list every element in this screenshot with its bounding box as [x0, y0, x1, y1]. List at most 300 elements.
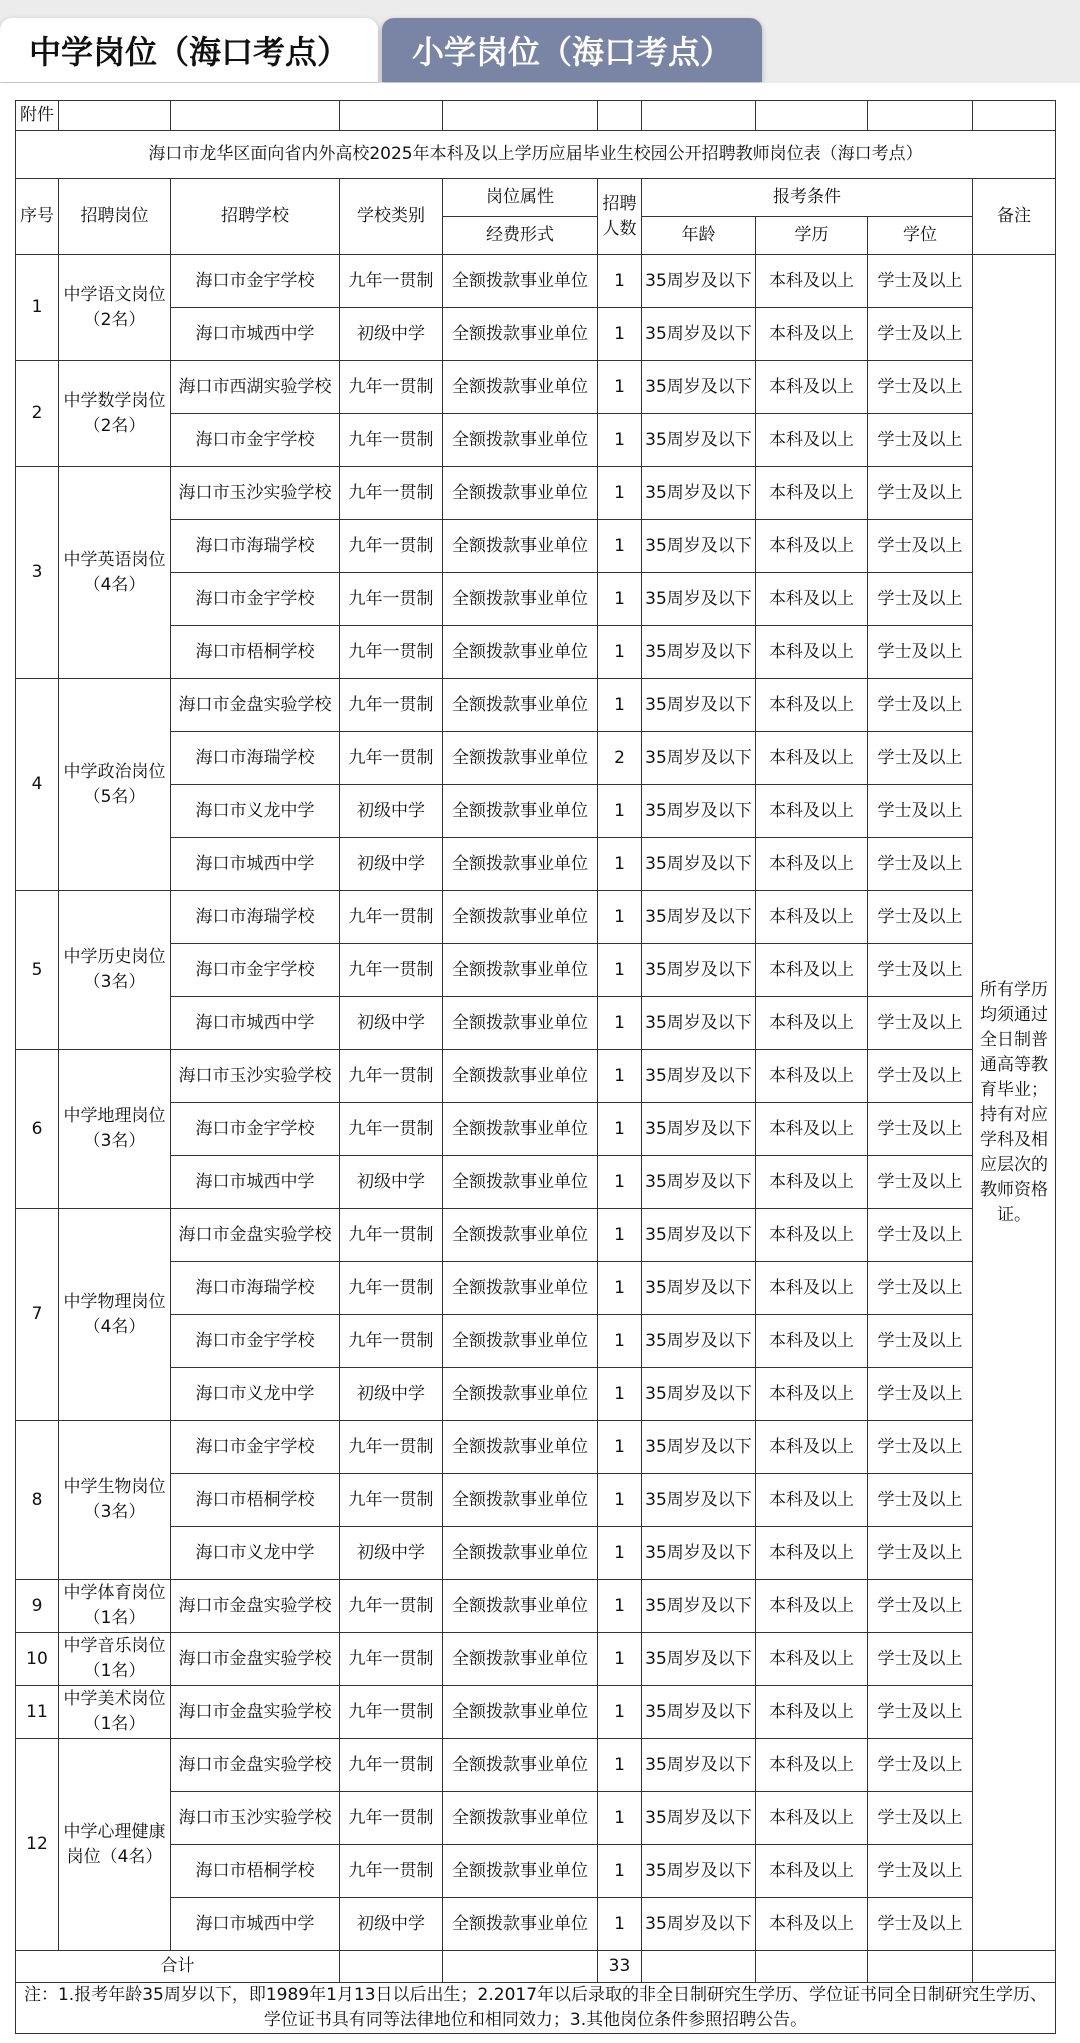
- school-cell: 海口市金宇学校: [171, 1421, 340, 1474]
- degree-cell: 学士及以上: [868, 573, 973, 626]
- count-cell: 1: [598, 785, 642, 838]
- school-type-cell: 九年一贯制: [340, 1633, 443, 1686]
- education-cell: 本科及以上: [756, 1898, 868, 1951]
- school-type-cell: 九年一贯制: [340, 626, 443, 679]
- table-row: [16, 520, 1056, 573]
- school-cell: 海口市海瑞学校: [171, 732, 340, 785]
- age-cell: 35周岁及以下: [642, 1633, 756, 1686]
- age-cell: 35周岁及以下: [642, 785, 756, 838]
- table-row: [16, 361, 1056, 414]
- age-cell: 35周岁及以下: [642, 573, 756, 626]
- education-cell: 本科及以上: [756, 1686, 868, 1739]
- table-row: [16, 1739, 1056, 1792]
- header-school: 招聘学校: [171, 179, 340, 255]
- education-cell: 本科及以上: [756, 1792, 868, 1845]
- table-row: [16, 467, 1056, 520]
- empty-cell: [756, 101, 868, 131]
- funding-cell: 全额拨款事业单位: [443, 1739, 598, 1792]
- age-cell: 35周岁及以下: [642, 1898, 756, 1951]
- school-cell: 海口市城西中学: [171, 1898, 340, 1951]
- education-cell: 本科及以上: [756, 467, 868, 520]
- count-cell: 1: [598, 361, 642, 414]
- degree-cell: 学士及以上: [868, 255, 973, 308]
- table-row: [16, 679, 1056, 732]
- funding-cell: 全额拨款事业单位: [443, 520, 598, 573]
- count-cell: 1: [598, 838, 642, 891]
- header-degree: 学位: [868, 217, 973, 255]
- count-cell: 1: [598, 1898, 642, 1951]
- seq-cell: 11: [16, 1686, 59, 1739]
- table-row: [16, 1686, 1056, 1739]
- age-cell: 35周岁及以下: [642, 1262, 756, 1315]
- table-row: [16, 626, 1056, 679]
- funding-cell: 全额拨款事业单位: [443, 308, 598, 361]
- school-type-cell: 初级中学: [340, 1898, 443, 1951]
- seq-cell: 6: [16, 1050, 59, 1209]
- funding-cell: 全额拨款事业单位: [443, 732, 598, 785]
- school-cell: 海口市梧桐学校: [171, 1845, 340, 1898]
- education-cell: 本科及以上: [756, 1315, 868, 1368]
- school-type-cell: 九年一贯制: [340, 944, 443, 997]
- table-row: [16, 1474, 1056, 1527]
- education-cell: 本科及以上: [756, 1262, 868, 1315]
- table-row: [16, 1792, 1056, 1845]
- seq-cell: 5: [16, 891, 59, 1050]
- table-row: [16, 1156, 1056, 1209]
- header-school-type: 学校类别: [340, 179, 443, 255]
- degree-cell: 学士及以上: [868, 1315, 973, 1368]
- count-cell: 2: [598, 732, 642, 785]
- degree-cell: 学士及以上: [868, 1686, 973, 1739]
- empty-cell: [598, 101, 642, 131]
- header-conditions: 报考条件: [642, 179, 973, 217]
- school-type-cell: 九年一贯制: [340, 1050, 443, 1103]
- header-count: 招聘人数: [598, 179, 642, 255]
- position-cell: 中学数学岗位（2名）: [59, 361, 171, 467]
- empty-cell: [756, 1951, 868, 1983]
- school-type-cell: 九年一贯制: [340, 1739, 443, 1792]
- school-type-cell: 九年一贯制: [340, 1262, 443, 1315]
- age-cell: 35周岁及以下: [642, 361, 756, 414]
- empty-cell: [171, 101, 340, 131]
- school-type-cell: 初级中学: [340, 785, 443, 838]
- funding-cell: 全额拨款事业单位: [443, 1686, 598, 1739]
- school-type-cell: 九年一贯制: [340, 1421, 443, 1474]
- funding-cell: 全额拨款事业单位: [443, 1103, 598, 1156]
- age-cell: 35周岁及以下: [642, 1050, 756, 1103]
- school-cell: 海口市海瑞学校: [171, 891, 340, 944]
- school-cell: 海口市玉沙实验学校: [171, 1050, 340, 1103]
- education-cell: 本科及以上: [756, 1739, 868, 1792]
- position-cell: 中学语文岗位（2名）: [59, 255, 171, 361]
- education-cell: 本科及以上: [756, 520, 868, 573]
- school-cell: 海口市义龙中学: [171, 785, 340, 838]
- header-education: 学历: [756, 217, 868, 255]
- table-row: [16, 997, 1056, 1050]
- attachment-label: 附件: [16, 101, 59, 131]
- funding-cell: 全额拨款事业单位: [443, 1527, 598, 1580]
- position-cell: 中学英语岗位（4名）: [59, 467, 171, 679]
- school-cell: 海口市金盘实验学校: [171, 1580, 340, 1633]
- position-cell: 中学生物岗位（3名）: [59, 1421, 171, 1580]
- age-cell: 35周岁及以下: [642, 255, 756, 308]
- position-cell: 中学体育岗位（1名）: [59, 1580, 171, 1633]
- position-cell: 中学政治岗位（5名）: [59, 679, 171, 891]
- table-row: [16, 1580, 1056, 1633]
- school-type-cell: 九年一贯制: [340, 679, 443, 732]
- empty-cell: [642, 101, 756, 131]
- school-cell: 海口市梧桐学校: [171, 1474, 340, 1527]
- degree-cell: 学士及以上: [868, 997, 973, 1050]
- school-type-cell: 初级中学: [340, 1527, 443, 1580]
- seq-cell: 1: [16, 255, 59, 361]
- school-type-cell: 九年一贯制: [340, 891, 443, 944]
- count-cell: 1: [598, 1686, 642, 1739]
- count-cell: 1: [598, 1845, 642, 1898]
- tab-bar: [0, 0, 1080, 83]
- education-cell: 本科及以上: [756, 1103, 868, 1156]
- empty-cell: [973, 1951, 1056, 1983]
- funding-cell: 全额拨款事业单位: [443, 1315, 598, 1368]
- age-cell: 35周岁及以下: [642, 1845, 756, 1898]
- funding-cell: 全额拨款事业单位: [443, 573, 598, 626]
- school-type-cell: 初级中学: [340, 308, 443, 361]
- count-cell: 1: [598, 1633, 642, 1686]
- table-row: [16, 255, 1056, 308]
- position-cell: 中学音乐岗位（1名）: [59, 1633, 171, 1686]
- school-cell: 海口市金盘实验学校: [171, 1686, 340, 1739]
- age-cell: 35周岁及以下: [642, 1474, 756, 1527]
- school-cell: 海口市玉沙实验学校: [171, 1792, 340, 1845]
- school-cell: 海口市义龙中学: [171, 1368, 340, 1421]
- table-row: [16, 785, 1056, 838]
- position-cell: 中学心理健康岗位（4名）: [59, 1739, 171, 1951]
- school-type-cell: 初级中学: [340, 997, 443, 1050]
- school-type-cell: 九年一贯制: [340, 1474, 443, 1527]
- count-cell: 1: [598, 255, 642, 308]
- school-type-cell: 九年一贯制: [340, 1315, 443, 1368]
- footnote-row: [16, 1983, 1056, 2034]
- school-type-cell: 九年一贯制: [340, 467, 443, 520]
- funding-cell: 全额拨款事业单位: [443, 838, 598, 891]
- degree-cell: 学士及以上: [868, 1633, 973, 1686]
- table-row: [16, 1633, 1056, 1686]
- school-cell: 海口市金盘实验学校: [171, 1209, 340, 1262]
- age-cell: 35周岁及以下: [642, 1686, 756, 1739]
- count-cell: 1: [598, 626, 642, 679]
- school-cell: 海口市城西中学: [171, 308, 340, 361]
- funding-cell: 全额拨款事业单位: [443, 1209, 598, 1262]
- empty-cell: [340, 1951, 443, 1983]
- school-cell: 海口市义龙中学: [171, 1527, 340, 1580]
- school-cell: 海口市西湖实验学校: [171, 361, 340, 414]
- header-remarks: 备注: [973, 179, 1056, 255]
- age-cell: 35周岁及以下: [642, 414, 756, 467]
- position-cell: 中学历史岗位（3名）: [59, 891, 171, 1050]
- education-cell: 本科及以上: [756, 1527, 868, 1580]
- table-row: [16, 944, 1056, 997]
- funding-cell: 全额拨款事业单位: [443, 1421, 598, 1474]
- age-cell: 35周岁及以下: [642, 520, 756, 573]
- empty-cell: [868, 1951, 973, 1983]
- count-cell: 1: [598, 1527, 642, 1580]
- degree-cell: 学士及以上: [868, 1209, 973, 1262]
- degree-cell: 学士及以上: [868, 467, 973, 520]
- school-cell: 海口市海瑞学校: [171, 1262, 340, 1315]
- table-row: [16, 414, 1056, 467]
- count-cell: 1: [598, 1474, 642, 1527]
- age-cell: 35周岁及以下: [642, 1368, 756, 1421]
- age-cell: 35周岁及以下: [642, 732, 756, 785]
- degree-cell: 学士及以上: [868, 838, 973, 891]
- seq-cell: 9: [16, 1580, 59, 1633]
- funding-cell: 全额拨款事业单位: [443, 1474, 598, 1527]
- table-row: [16, 1209, 1056, 1262]
- school-cell: 海口市玉沙实验学校: [171, 467, 340, 520]
- age-cell: 35周岁及以下: [642, 838, 756, 891]
- age-cell: 35周岁及以下: [642, 944, 756, 997]
- age-cell: 35周岁及以下: [642, 891, 756, 944]
- school-cell: 海口市城西中学: [171, 1156, 340, 1209]
- education-cell: 本科及以上: [756, 1845, 868, 1898]
- seq-cell: 10: [16, 1633, 59, 1686]
- education-cell: 本科及以上: [756, 838, 868, 891]
- school-type-cell: 九年一贯制: [340, 520, 443, 573]
- count-cell: 1: [598, 997, 642, 1050]
- education-cell: 本科及以上: [756, 1209, 868, 1262]
- empty-cell: [340, 101, 443, 131]
- position-cell: 中学物理岗位（4名）: [59, 1209, 171, 1421]
- education-cell: 本科及以上: [756, 1580, 868, 1633]
- table-row: [16, 1262, 1056, 1315]
- age-cell: 35周岁及以下: [642, 1580, 756, 1633]
- degree-cell: 学士及以上: [868, 1739, 973, 1792]
- degree-cell: 学士及以上: [868, 1103, 973, 1156]
- empty-cell: [443, 101, 598, 131]
- school-cell: 海口市金盘实验学校: [171, 1739, 340, 1792]
- table-row: [16, 1421, 1056, 1474]
- education-cell: 本科及以上: [756, 255, 868, 308]
- education-cell: 本科及以上: [756, 573, 868, 626]
- empty-cell: [443, 1951, 598, 1983]
- school-type-cell: 九年一贯制: [340, 414, 443, 467]
- education-cell: 本科及以上: [756, 891, 868, 944]
- empty-cell: [59, 101, 171, 131]
- count-cell: 1: [598, 679, 642, 732]
- count-cell: 1: [598, 308, 642, 361]
- degree-cell: 学士及以上: [868, 1527, 973, 1580]
- education-cell: 本科及以上: [756, 679, 868, 732]
- funding-cell: 全额拨款事业单位: [443, 997, 598, 1050]
- degree-cell: 学士及以上: [868, 1262, 973, 1315]
- degree-cell: 学士及以上: [868, 1792, 973, 1845]
- degree-cell: 学士及以上: [868, 520, 973, 573]
- count-cell: 1: [598, 520, 642, 573]
- funding-cell: 全额拨款事业单位: [443, 679, 598, 732]
- degree-cell: 学士及以上: [868, 308, 973, 361]
- empty-cell: [973, 101, 1056, 131]
- degree-cell: 学士及以上: [868, 414, 973, 467]
- degree-cell: 学士及以上: [868, 1845, 973, 1898]
- total-count: 33: [598, 1951, 642, 1983]
- footnote: 注：1.报考年龄35周岁以下，即1989年1月13日以后出生；2.2017年以后录取的非全日制研究生学历、学位证书同全日制研究生学历、学位证书具有同等法律地位和相同效力；3.其他岗位条件参照招聘公告。: [16, 1983, 1056, 2034]
- table-row: [16, 1050, 1056, 1103]
- tab-primary-school[interactable]: 小学岗位（海口考点）: [382, 18, 762, 82]
- seq-cell: 4: [16, 679, 59, 891]
- age-cell: 35周岁及以下: [642, 308, 756, 361]
- degree-cell: 学士及以上: [868, 1050, 973, 1103]
- funding-cell: 全额拨款事业单位: [443, 1368, 598, 1421]
- count-cell: 1: [598, 1792, 642, 1845]
- count-cell: 1: [598, 1421, 642, 1474]
- remarks-cell: 所有学历均须通过全日制普通高等教育毕业；持有对应学科及相应层次的教师资格证。: [973, 255, 1056, 1951]
- education-cell: 本科及以上: [756, 1156, 868, 1209]
- education-cell: 本科及以上: [756, 1633, 868, 1686]
- school-type-cell: 九年一贯制: [340, 255, 443, 308]
- school-type-cell: 初级中学: [340, 838, 443, 891]
- count-cell: 1: [598, 1580, 642, 1633]
- count-cell: 1: [598, 1209, 642, 1262]
- education-cell: 本科及以上: [756, 414, 868, 467]
- seq-cell: 2: [16, 361, 59, 467]
- tab-middle-school[interactable]: 中学岗位（海口考点）: [0, 18, 378, 82]
- degree-cell: 学士及以上: [868, 944, 973, 997]
- seq-cell: 12: [16, 1739, 59, 1951]
- age-cell: 35周岁及以下: [642, 1209, 756, 1262]
- education-cell: 本科及以上: [756, 626, 868, 679]
- school-type-cell: 九年一贯制: [340, 1686, 443, 1739]
- seq-cell: 8: [16, 1421, 59, 1580]
- school-cell: 海口市金宇学校: [171, 255, 340, 308]
- school-type-cell: 九年一贯制: [340, 1792, 443, 1845]
- table-title: 海口市龙华区面向省内外高校2025年本科及以上学历应届毕业生校园公开招聘教师岗位表（海口考点）: [16, 131, 1056, 179]
- degree-cell: 学士及以上: [868, 1580, 973, 1633]
- school-cell: 海口市金宇学校: [171, 573, 340, 626]
- education-cell: 本科及以上: [756, 1421, 868, 1474]
- age-cell: 35周岁及以下: [642, 1103, 756, 1156]
- count-cell: 1: [598, 944, 642, 997]
- position-cell: 中学地理岗位（3名）: [59, 1050, 171, 1209]
- education-cell: 本科及以上: [756, 997, 868, 1050]
- header-funding: 经费形式: [443, 217, 598, 255]
- school-type-cell: 九年一贯制: [340, 1845, 443, 1898]
- degree-cell: 学士及以上: [868, 1421, 973, 1474]
- age-cell: 35周岁及以下: [642, 1315, 756, 1368]
- education-cell: 本科及以上: [756, 944, 868, 997]
- count-cell: 1: [598, 1156, 642, 1209]
- table-row: [16, 1368, 1056, 1421]
- count-cell: 1: [598, 1050, 642, 1103]
- age-cell: 35周岁及以下: [642, 1156, 756, 1209]
- funding-cell: 全额拨款事业单位: [443, 1633, 598, 1686]
- count-cell: 1: [598, 891, 642, 944]
- school-type-cell: 九年一贯制: [340, 732, 443, 785]
- age-cell: 35周岁及以下: [642, 1739, 756, 1792]
- table-row: [16, 1898, 1056, 1951]
- table-row: [16, 1103, 1056, 1156]
- education-cell: 本科及以上: [756, 308, 868, 361]
- funding-cell: 全额拨款事业单位: [443, 1050, 598, 1103]
- school-type-cell: 九年一贯制: [340, 361, 443, 414]
- school-cell: 海口市金宇学校: [171, 944, 340, 997]
- school-cell: 海口市金盘实验学校: [171, 679, 340, 732]
- count-cell: 1: [598, 1739, 642, 1792]
- degree-cell: 学士及以上: [868, 1156, 973, 1209]
- total-row: [16, 1951, 1056, 1983]
- seq-cell: 7: [16, 1209, 59, 1421]
- header-age: 年龄: [642, 217, 756, 255]
- count-cell: 1: [598, 414, 642, 467]
- count-cell: 1: [598, 573, 642, 626]
- recruitment-table: [15, 100, 1056, 2034]
- school-type-cell: 初级中学: [340, 1368, 443, 1421]
- school-type-cell: 九年一贯制: [340, 1209, 443, 1262]
- degree-cell: 学士及以上: [868, 361, 973, 414]
- table-row: [16, 1315, 1056, 1368]
- education-cell: 本科及以上: [756, 1368, 868, 1421]
- funding-cell: 全额拨款事业单位: [443, 1845, 598, 1898]
- table-row: [16, 891, 1056, 944]
- age-cell: 35周岁及以下: [642, 1792, 756, 1845]
- funding-cell: 全额拨款事业单位: [443, 1156, 598, 1209]
- funding-cell: 全额拨款事业单位: [443, 1898, 598, 1951]
- degree-cell: 学士及以上: [868, 732, 973, 785]
- age-cell: 35周岁及以下: [642, 679, 756, 732]
- school-cell: 海口市金宇学校: [171, 1103, 340, 1156]
- table-row: [16, 1845, 1056, 1898]
- table-row: [16, 308, 1056, 361]
- school-cell: 海口市金盘实验学校: [171, 1633, 340, 1686]
- position-cell: 中学美术岗位（1名）: [59, 1686, 171, 1739]
- education-cell: 本科及以上: [756, 1050, 868, 1103]
- education-cell: 本科及以上: [756, 732, 868, 785]
- seq-cell: 3: [16, 467, 59, 679]
- education-cell: 本科及以上: [756, 785, 868, 838]
- header-attr: 岗位属性: [443, 179, 598, 217]
- school-cell: 海口市城西中学: [171, 997, 340, 1050]
- header-position: 招聘岗位: [59, 179, 171, 255]
- school-cell: 海口市金宇学校: [171, 414, 340, 467]
- school-cell: 海口市海瑞学校: [171, 520, 340, 573]
- funding-cell: 全额拨款事业单位: [443, 467, 598, 520]
- age-cell: 35周岁及以下: [642, 1527, 756, 1580]
- school-type-cell: 九年一贯制: [340, 1103, 443, 1156]
- education-cell: 本科及以上: [756, 361, 868, 414]
- table-row: [16, 1527, 1056, 1580]
- age-cell: 35周岁及以下: [642, 626, 756, 679]
- count-cell: 1: [598, 467, 642, 520]
- funding-cell: 全额拨款事业单位: [443, 891, 598, 944]
- education-cell: 本科及以上: [756, 1474, 868, 1527]
- count-cell: 1: [598, 1368, 642, 1421]
- school-type-cell: 九年一贯制: [340, 573, 443, 626]
- total-label: 合计: [16, 1951, 340, 1983]
- school-cell: 海口市金宇学校: [171, 1315, 340, 1368]
- degree-cell: 学士及以上: [868, 891, 973, 944]
- degree-cell: 学士及以上: [868, 785, 973, 838]
- table-row: [16, 573, 1056, 626]
- funding-cell: 全额拨款事业单位: [443, 1580, 598, 1633]
- header-seq: 序号: [16, 179, 59, 255]
- count-cell: 1: [598, 1315, 642, 1368]
- funding-cell: 全额拨款事业单位: [443, 626, 598, 679]
- funding-cell: 全额拨款事业单位: [443, 361, 598, 414]
- count-cell: 1: [598, 1262, 642, 1315]
- funding-cell: 全额拨款事业单位: [443, 1792, 598, 1845]
- funding-cell: 全额拨款事业单位: [443, 255, 598, 308]
- degree-cell: 学士及以上: [868, 626, 973, 679]
- funding-cell: 全额拨款事业单位: [443, 944, 598, 997]
